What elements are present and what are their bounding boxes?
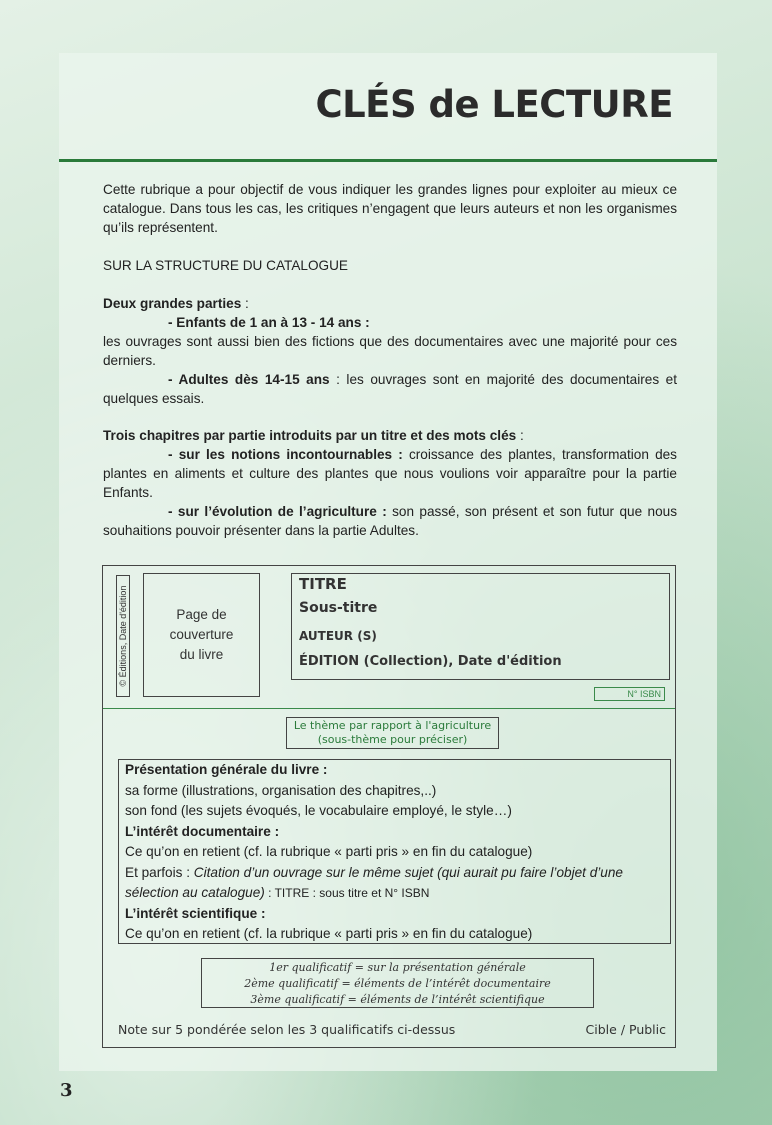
theme-subline: (sous-thème pour préciser): [317, 733, 468, 746]
book-edition: ÉDITION (Collection), Date d'édition: [299, 654, 562, 669]
parts-section: [103, 294, 677, 408]
sometimes-label: Et parfois :: [125, 864, 194, 880]
page-number: 3: [60, 1080, 73, 1101]
cover-line: du livre: [179, 647, 224, 662]
edition-date-vertical-label: © Éditions, Date d'édition: [118, 585, 128, 687]
theme-box: [286, 717, 499, 749]
content-text: son fond (les sujets évoqués, le vocabulaire employé, le style…): [125, 803, 512, 818]
evolution-text: son passé, son présent et son futur que nous souhaitions pouvoir présenter dans la partie Adultes.: [103, 504, 677, 538]
intro-paragraph: Cette rubrique a pour objectif de vous indiquer les grandes lignes pour exploiter au mieux ce catalogue. Dans tous les cas, les critiques n’engagent que leurs auteurs et non les organismes qu’ils représentent.: [103, 182, 677, 235]
form-text: sa forme (illustrations, organisation des chapitres,..): [125, 782, 437, 798]
qualifier-line: 3ème qualificatif = éléments de l’intérêt scientifique: [250, 993, 545, 1006]
adults-label: - Adultes dès 14-15 ans: [168, 372, 330, 387]
box-divider: [103, 708, 675, 709]
cover-line: Page de: [176, 607, 227, 622]
book-title: TITRE: [299, 575, 347, 593]
parts-heading-suffix: :: [241, 296, 249, 311]
rating-note: Note sur 5 pondérée selon les 3 qualificatifs ci-dessus: [118, 1022, 456, 1037]
qualifier-line: 1er qualificatif = sur la présentation générale: [269, 961, 526, 974]
sometimes-line: [125, 863, 664, 904]
doc-interest-text: Ce qu’on en retient (cf. la rubrique « parti pris » en fin du catalogue): [125, 844, 533, 859]
chapters-section: [103, 426, 677, 540]
sometimes-citation: Citation d’un ouvrage sur le même sujet (qui aurait pu faire l’objet d’une sélection au catalogue): [125, 864, 623, 900]
children-label: - Enfants de 1 an à 13 - 14 ans :: [168, 315, 370, 330]
cover-placeholder: [143, 573, 260, 697]
book-subtitle: Sous-titre: [299, 600, 378, 616]
sometimes-rest: : TITRE : sous titre et N° ISBN: [264, 886, 430, 900]
children-text: les ouvrages sont aussi bien des fictions que des documentaires avec une majorité pour ces derniers.: [103, 334, 677, 368]
notions-label: - sur les notions incontournables :: [168, 447, 403, 462]
theme-line: Le thème par rapport à l'agriculture: [293, 719, 492, 732]
qualifier-line: 2ème qualificatif = éléments de l’intérêt documentaire: [244, 977, 551, 990]
book-author: AUTEUR (S): [299, 629, 377, 643]
book-info-box: [291, 573, 670, 680]
chapters-heading-suffix: :: [516, 428, 524, 443]
target-audience: Cible / Public: [585, 1022, 666, 1037]
page-title: CLÉS de LECTURE: [315, 83, 673, 126]
presentation-heading: Présentation générale du livre :: [125, 762, 328, 777]
presentation-box: [118, 759, 671, 944]
edition-date-vertical-box: [116, 575, 130, 697]
notions-text: croissance des plantes, transformation des plantes en aliments et culture des plantes que nous voulions voir apparaître pour la partie Enfants.: [103, 447, 677, 500]
parts-heading: Deux grandes parties: [103, 296, 242, 311]
qualifiers-box: [201, 958, 594, 1008]
doc-interest-heading: L’intérêt documentaire :: [125, 823, 280, 839]
evolution-label: - sur l’évolution de l’agriculture :: [168, 504, 387, 519]
adults-text: : les ouvrages sont en majorité des documentaires et quelques essais.: [103, 372, 677, 406]
sci-interest-text: Ce qu’on en retient (cf. la rubrique « parti pris » en fin du catalogue): [125, 926, 533, 941]
review-template-box: [102, 565, 676, 1048]
structure-heading: [103, 256, 677, 275]
chapters-heading: Trois chapitres par partie introduits par un titre et des mots clés: [103, 428, 517, 443]
structure-heading-text: SUR LA STRUCTURE DU CATALOGUE: [103, 258, 348, 273]
content-panel: [59, 53, 717, 1071]
title-divider: [59, 159, 717, 162]
cover-line: couverture: [169, 627, 234, 642]
isbn-box: N° ISBN: [594, 687, 665, 701]
sci-interest-heading: L’intérêt scientifique :: [125, 905, 266, 921]
